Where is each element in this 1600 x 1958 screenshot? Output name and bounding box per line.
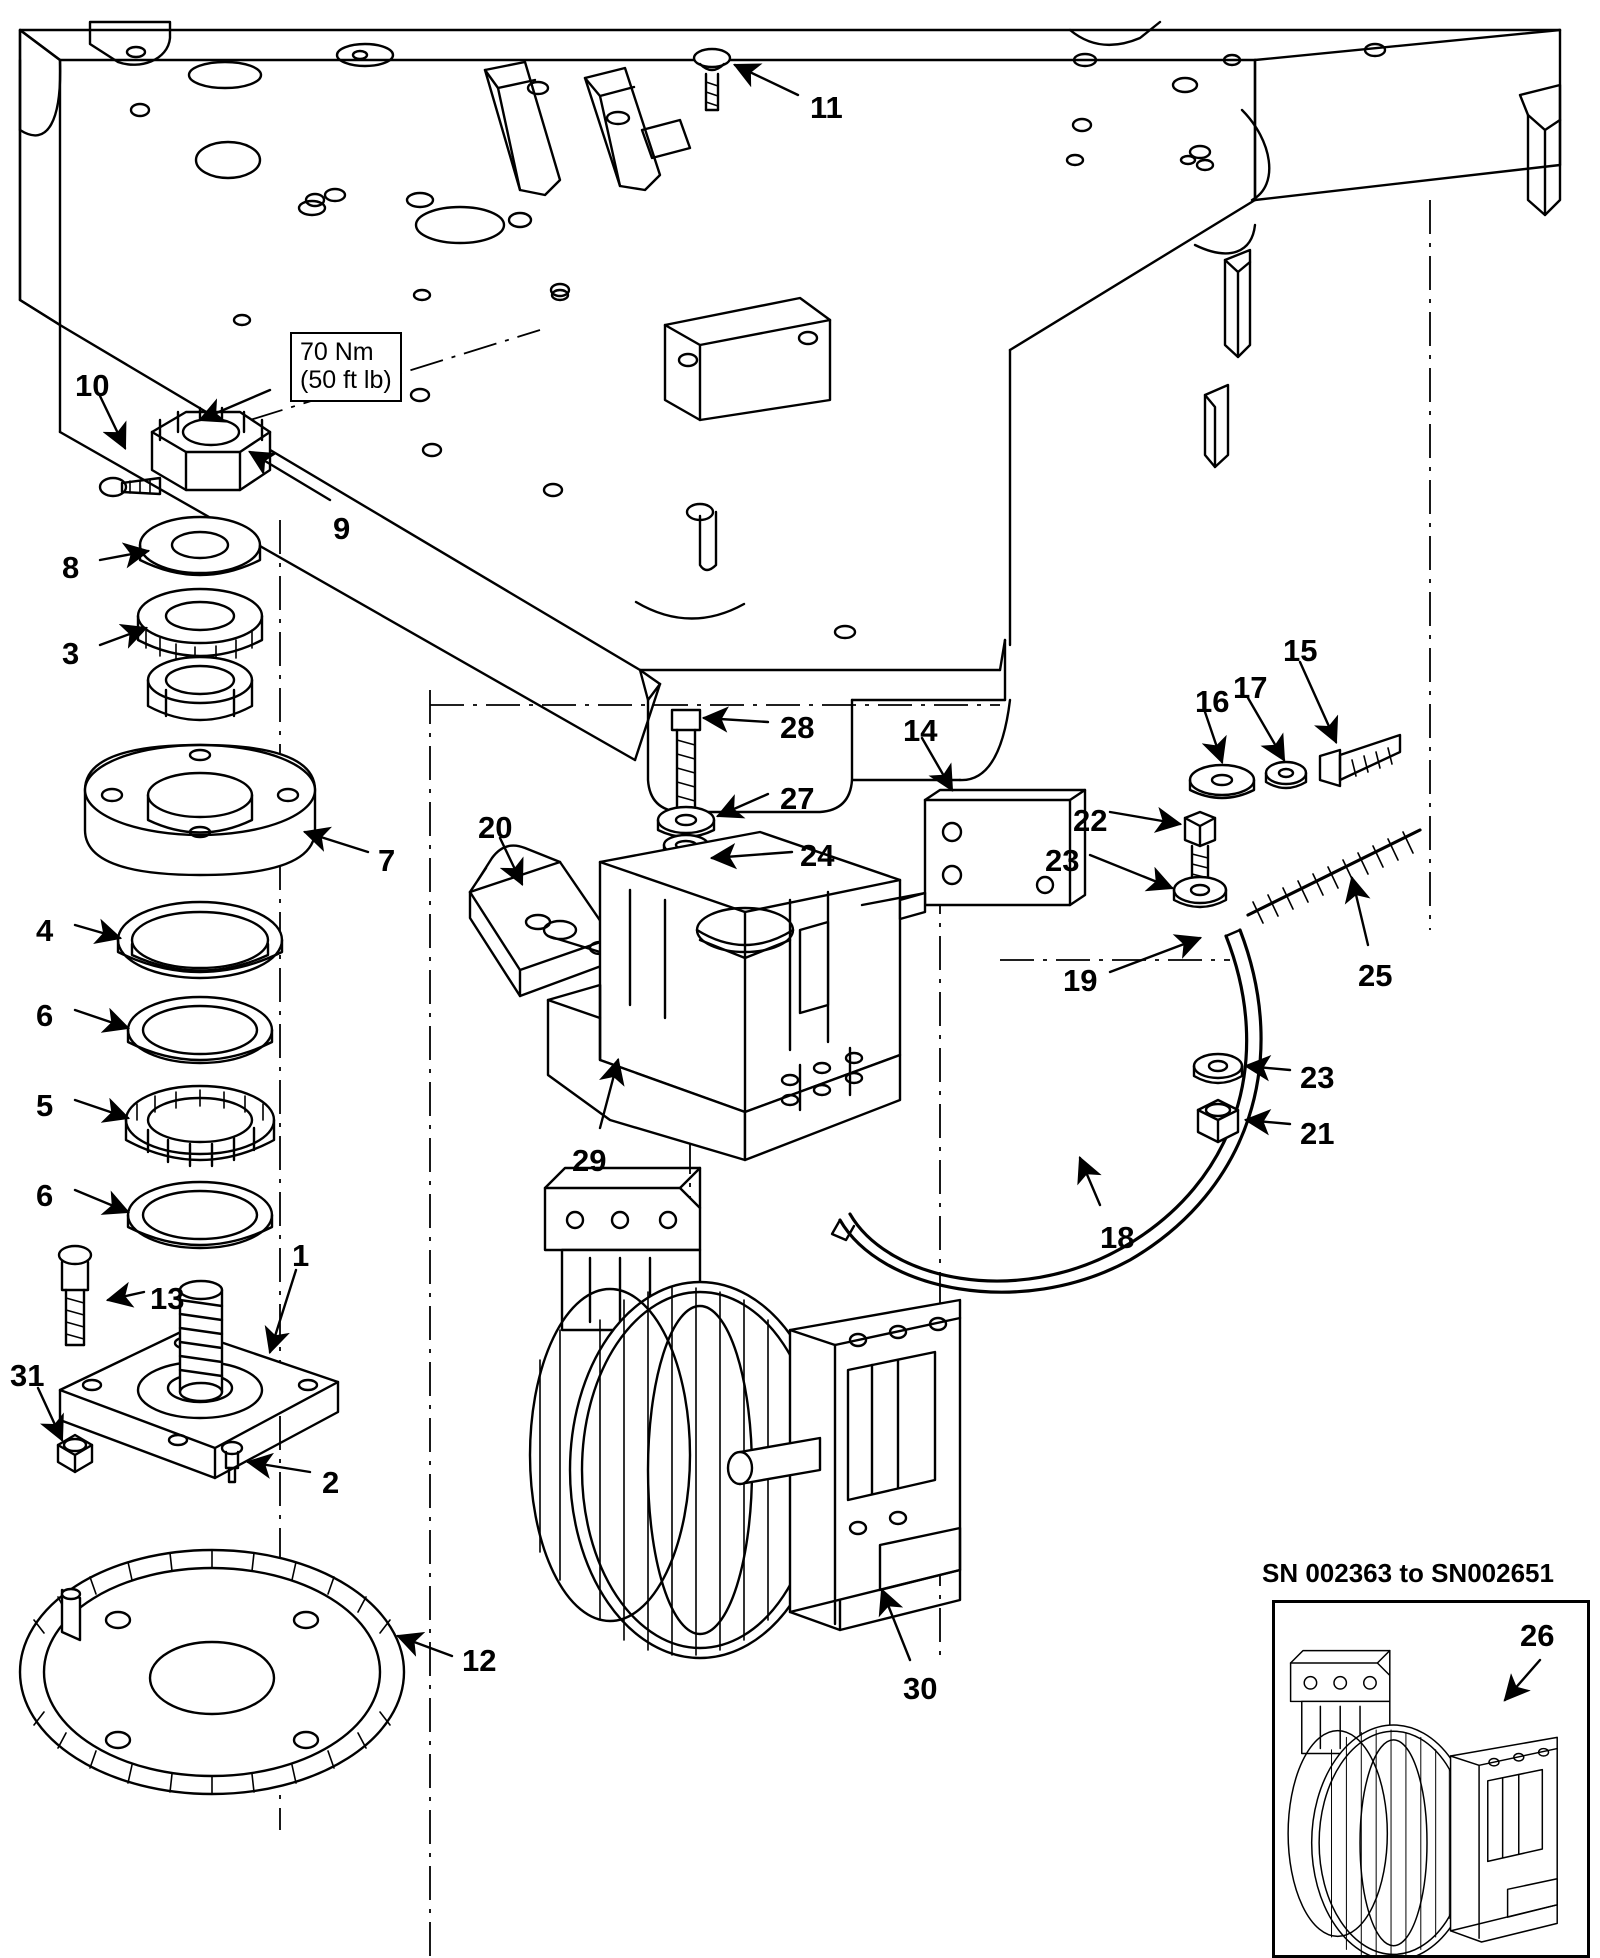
part-21-nut bbox=[1198, 1100, 1238, 1142]
callout-19: 19 bbox=[1063, 963, 1098, 998]
part-29-drive-housing bbox=[548, 832, 900, 1160]
part-4-o-ring bbox=[118, 902, 282, 978]
torque-note bbox=[290, 332, 402, 402]
part-16-washer bbox=[1190, 765, 1254, 798]
callout-2: 2 bbox=[322, 1465, 340, 1500]
callout-20: 20 bbox=[478, 810, 513, 845]
callout-4: 4 bbox=[36, 913, 54, 948]
callout-28: 28 bbox=[780, 710, 815, 745]
part-6-thrust-washer-lower bbox=[128, 1182, 272, 1248]
part-2-grease-fitting bbox=[222, 1442, 242, 1482]
callout-17: 17 bbox=[1233, 670, 1268, 705]
part-25-threaded-rod bbox=[1248, 830, 1420, 923]
callout-21: 21 bbox=[1300, 1116, 1335, 1151]
part-6-thrust-washer-upper bbox=[128, 997, 272, 1063]
callout-23-lower: 23 bbox=[1300, 1060, 1335, 1095]
torque-note-line1: 70 Nm bbox=[300, 338, 374, 366]
part-23-washer-upper bbox=[1174, 877, 1226, 907]
part-13-screw bbox=[59, 1246, 91, 1345]
torque-note-line2: (50 ft lb) bbox=[300, 366, 392, 394]
part-31-lock-nut bbox=[58, 1435, 92, 1472]
callout-31: 31 bbox=[10, 1358, 45, 1393]
part-27-washer bbox=[658, 807, 714, 837]
callout-23-upper: 23 bbox=[1045, 843, 1080, 878]
callout-18: 18 bbox=[1100, 1220, 1135, 1255]
callout-1: 1 bbox=[292, 1238, 310, 1273]
part-1-gearbox-mount-plate bbox=[60, 1281, 338, 1478]
inset-serial-range-label: SN 002363 to SN002651 bbox=[1262, 1558, 1554, 1588]
callout-14: 14 bbox=[903, 713, 938, 748]
callout-6-lower: 6 bbox=[36, 1178, 54, 1213]
part-12-ring-gear bbox=[20, 1550, 404, 1794]
callout-10: 10 bbox=[75, 368, 110, 403]
callout-27: 27 bbox=[780, 781, 815, 816]
part-10-cotter-bolt bbox=[100, 478, 160, 496]
callout-11: 11 bbox=[810, 90, 843, 125]
part-30-drive-wheel-motor bbox=[530, 1168, 960, 1658]
callout-29: 29 bbox=[572, 1143, 607, 1178]
callout-15: 15 bbox=[1283, 633, 1318, 668]
part-22-bolt bbox=[1185, 812, 1215, 880]
callout-8: 8 bbox=[62, 550, 80, 585]
part-3-race bbox=[148, 657, 252, 720]
part-20-link-bar bbox=[470, 846, 612, 996]
callout-22: 22 bbox=[1073, 803, 1108, 838]
callout-6-upper: 6 bbox=[36, 998, 54, 1033]
part-7-flange-plate bbox=[85, 745, 315, 875]
part-28-bolt bbox=[672, 710, 700, 815]
part-5-thrust-bearing bbox=[126, 1086, 274, 1166]
part-17-washer bbox=[1266, 762, 1306, 788]
callout-9: 9 bbox=[333, 511, 351, 546]
callout-16: 16 bbox=[1195, 684, 1230, 719]
callout-30: 30 bbox=[903, 1671, 938, 1706]
part-23-washer-lower bbox=[1194, 1054, 1242, 1083]
callout-3: 3 bbox=[62, 636, 80, 671]
part-11-screw bbox=[694, 49, 730, 110]
part-3-bearing-collar bbox=[138, 589, 262, 665]
callout-26: 26 bbox=[1520, 1618, 1555, 1653]
callout-12: 12 bbox=[462, 1643, 497, 1678]
callout-13: 13 bbox=[150, 1281, 185, 1316]
callout-25: 25 bbox=[1358, 958, 1393, 993]
part-15-screw bbox=[1320, 735, 1400, 786]
part-8-washer bbox=[140, 517, 260, 575]
callout-7: 7 bbox=[378, 843, 396, 878]
inset-frame bbox=[1272, 1600, 1590, 1958]
part-9-slotted-nut bbox=[152, 408, 270, 490]
callout-24: 24 bbox=[800, 838, 835, 873]
callout-5: 5 bbox=[36, 1088, 54, 1123]
